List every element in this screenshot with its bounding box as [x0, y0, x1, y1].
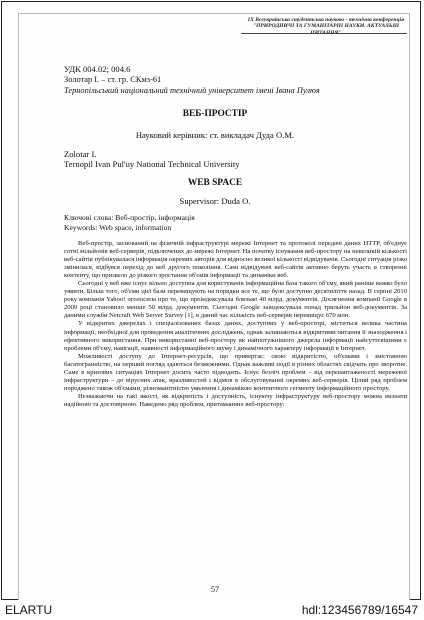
conference-header: ІХ Всеукраїнська студентська науково - технічна конференція "ПРИРОДНИЧІ ТА ГУМАНІТАРНІ НАУКИ. АКТУАЛЬНІ ПИТАННЯ": [247, 17, 405, 36]
document-frame: [1, 1, 421, 600]
title-ua: ВЕБ-ПРОСТІР: [182, 109, 248, 119]
supervisor-ua: Науковий керівник: ст. викладач Дуда О.М.: [135, 130, 295, 140]
body-paragraph: У відкритих джерелах і спеціалізованих базах даних, доступних у веб-просторі, міститься велика частина інформації, необхідної для проведення аналітичних досліджень, однак залишаються відкритими питання її знаходження і ефективного використання. При використанні веб-простору як найпотужнішого джерела інформації найсуттєвішими є проблеми об'єму, навігації, наявності інформаційного шуму і динамічного характеру інформації в Інтернет.: [64, 320, 407, 352]
body-text: [64, 240, 407, 409]
title-en: WEB SPACE: [187, 178, 243, 188]
page-number: 57: [210, 585, 220, 594]
handle-id: hdl:123456789/16547: [301, 603, 418, 617]
header-rule: [241, 33, 407, 34]
repository-name: ELARTU: [5, 603, 53, 617]
udc-code: УДК 004.02; 004.6: [64, 64, 131, 74]
author-en: Zolotar I.: [64, 149, 97, 159]
supervisor-en: Supervisor: Duda O.: [179, 196, 251, 206]
affiliation-ua: Тернопільський національний технічний університет імені Івана Пулюя: [64, 86, 320, 95]
keywords-en: Keywords: Web space, information: [64, 223, 172, 232]
body-paragraph: Сьогодні у веб вже існує вільно доступна для користувачів інформаційна база такого об'єму, який раніше важко було уявити. Більш того, об'єми цієї бази перевищують на порядки все те, що було доступно десятиліття назад. В серпні 2010 року компанія Yahoo! оголосила про те, що проіндексувала близько 40 млрд. документів. Досягнення компанії Google в 2009 році становило менше 50 млрд. документів. Сьогодні Google заіндексувала понад трильйон веб-документів. За даними служби Netcraft Web Server Survey [1], в даний час кількість веб-серверів перевищує 670 млн.: [64, 280, 407, 320]
body-paragraph: Незважаючи на такі якості, як відкритість і доступність, існуючу інфраструктуру веб-простору можна визнати надійною та достовірною. Наведемо ряд проблем, притаманних веб-простору:: [64, 392, 407, 408]
viewer-footer: [0, 600, 424, 620]
keywords-ua: Ключові слова: Веб-простір, інформація: [64, 213, 195, 222]
body-paragraph: Веб-простір, заснований на фізичній інфраструктурі мережі Інтернет та протоколі передачі даних HTTP, об'єднує сотні мільйонів веб-серверів, підключених до мережі Інтернет. На початку існування веб-простору на невеликій кількості веб-сайтів публікувалася інформація окремих авторів для відносно великої кількості відвідувачів. Сьогодні ситуація різко змінилася, відбувся перехід до веб другого покоління. Самі відвідувачі веб-сайтів активно беруть участь в створенні контенту, що призвело до різкого зростання об'ємів інформації та динаміки веб.: [64, 240, 407, 280]
affiliation-en: Ternopil Ivan Pul'uy National Technical University: [64, 159, 240, 169]
author-ua: Золотар І. – ст. гр. СКмз-61: [64, 75, 162, 84]
document-page: [18, 13, 410, 601]
body-paragraph: Можливості доступу до Інтернет-ресурсів, що привертає: свою відкритістю, об'ємами і змістовною багатогранністю, на перший погляд здаються безмежними. Однак важливі події в різних областях свідчать про зворотне. Саме в кризових ситуаціях Інтернет досить часто підводить. Існує безліч проблем – від перевантаженості мережевої інфраструктури – до вірусних атак, вразливостей і відмов в обслуговуванні окремих веб-серверів. Цілий ряд проблем породжено також об'ємами, різноманітністю уявлення і динамікою контентного сегменту інформаційного простору.: [64, 352, 407, 392]
